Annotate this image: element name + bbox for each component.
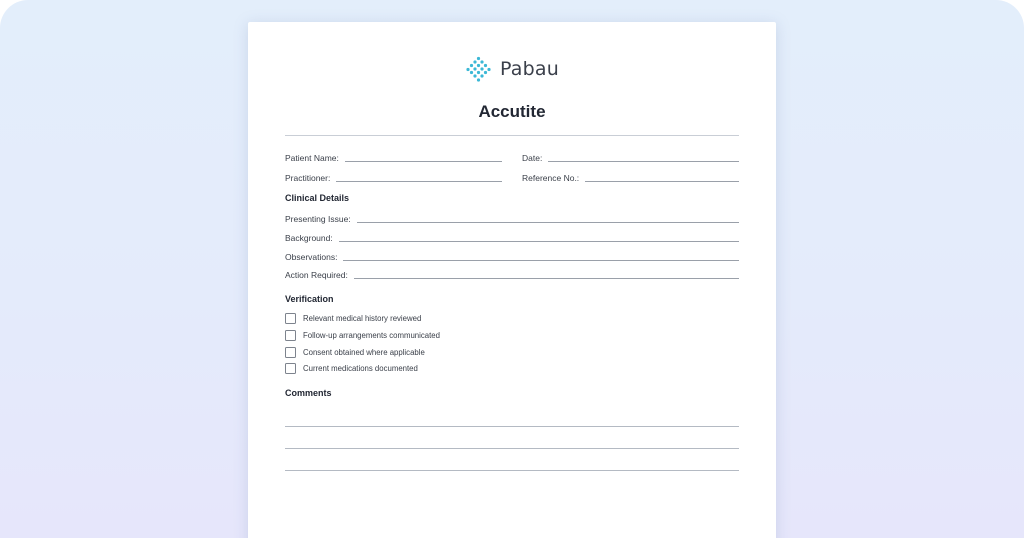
practitioner-label: Practitioner: [285,173,331,183]
presenting-issue-label: Presenting Issue: [285,214,351,224]
checkbox[interactable] [285,363,296,374]
clinical-details-heading: Clinical Details [285,193,350,203]
patient-name-input-line[interactable] [345,161,502,162]
form-title: Accutite [478,102,546,121]
date-field[interactable] [522,151,739,163]
background-input-line[interactable] [339,241,739,242]
observations-field[interactable] [285,250,739,262]
background-field[interactable] [285,231,739,243]
checkbox[interactable] [285,330,296,341]
reference-no-field[interactable] [522,171,739,183]
date-input-line[interactable] [548,161,739,162]
form-document [248,22,776,538]
action-required-input-line[interactable] [354,278,739,279]
brand-logo [465,56,559,82]
verification-item-label: Follow-up arrangements communicated [303,331,440,340]
practitioner-input-line[interactable] [336,181,502,182]
verification-item-label: Relevant medical history reviewed [303,314,422,323]
comments-heading: Comments [285,388,332,398]
verification-item[interactable] [285,347,425,358]
presenting-issue-input-line[interactable] [357,222,739,223]
comments-line[interactable] [285,448,739,449]
presenting-issue-field[interactable] [285,212,739,224]
patient-name-field[interactable] [285,151,502,163]
reference-no-label: Reference No.: [522,173,580,183]
practitioner-field[interactable] [285,171,502,183]
reference-no-input-line[interactable] [585,181,739,182]
checkbox[interactable] [285,347,296,358]
action-required-label: Action Required: [285,270,348,280]
observations-input-line[interactable] [343,260,739,261]
background-label: Background: [285,233,333,243]
date-label: Date: [522,153,543,163]
title-divider [285,135,739,136]
verification-heading: Verification [285,294,334,304]
action-required-field[interactable] [285,268,739,280]
patient-name-label: Patient Name: [285,153,339,163]
verification-item[interactable] [285,363,418,374]
verification-item-label: Current medications documented [303,364,418,373]
brand-name: Pabau [500,58,559,80]
comments-line[interactable] [285,470,739,471]
comments-line[interactable] [285,426,739,427]
verification-item-label: Consent obtained where applicable [303,348,425,357]
verification-item[interactable] [285,330,440,341]
checkbox[interactable] [285,313,296,324]
pabau-diamond-logo-icon [465,56,492,83]
observations-label: Observations: [285,252,338,262]
verification-item[interactable] [285,313,421,324]
